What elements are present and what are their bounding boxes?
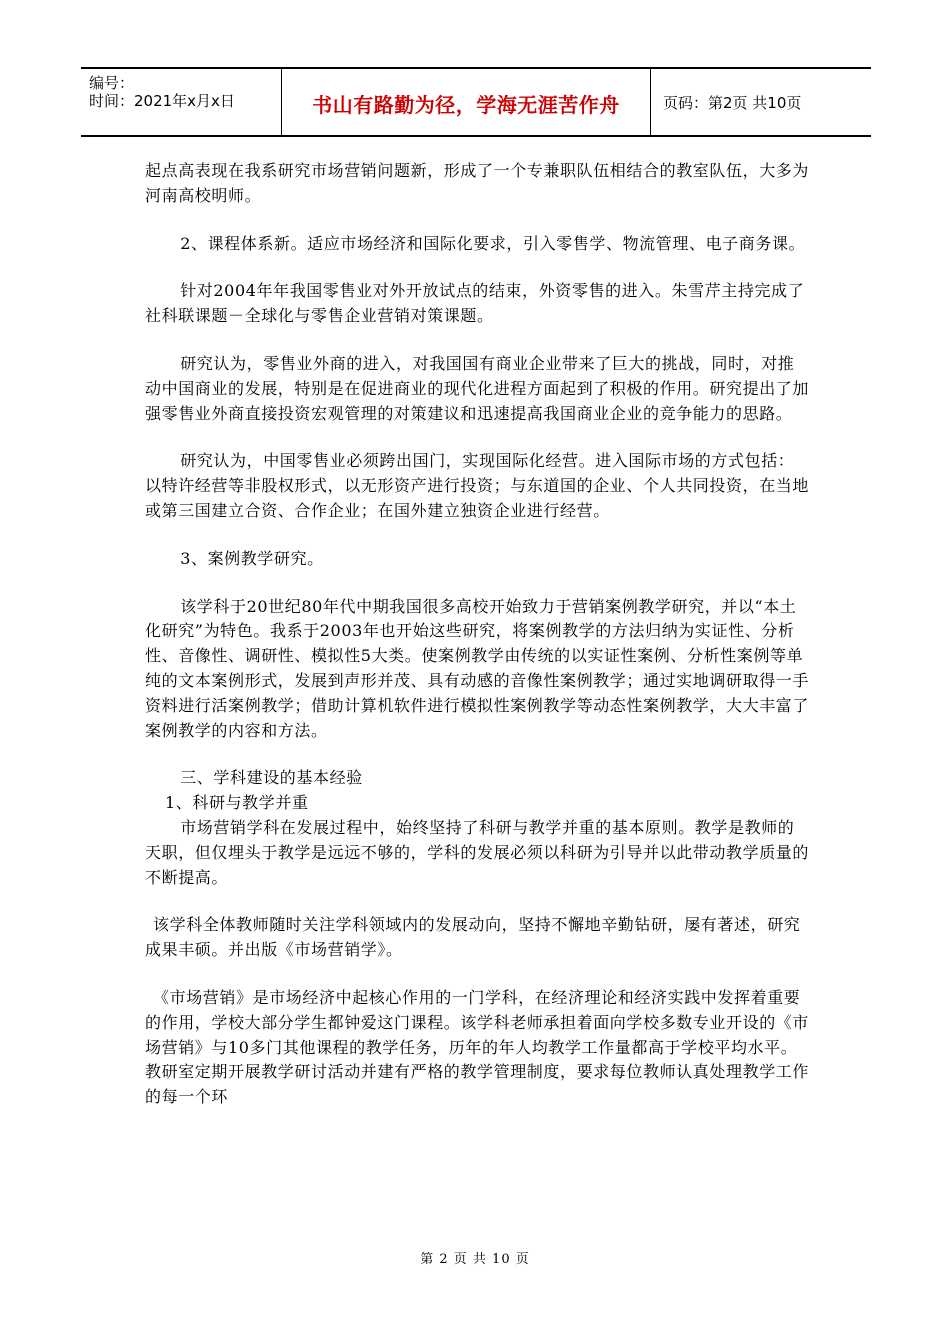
paragraph: 研究认为，中国零售业必须跨出国门，实现国际化经营。进入国际市场的方式包括：以特许经营等非股权形式，以无形资产进行投资；与东道国的企业、个人共同投资，在当地或第三国建立合资、合作企业；在国外建立独资企业进行经营。 — [145, 451, 810, 520]
header-page-label: 页码：第2页 共10页 — [663, 93, 802, 112]
section-heading: 3、案例教学研究。 — [180, 548, 324, 568]
paragraph: 针对2004年年我国零售业对外开放试点的结束，外资零售的进入。朱雪芹主持完成了社科联课题－全球化与零售企业营销对策课题。 — [145, 281, 805, 326]
paragraph: 该学科全体教师随时关注学科领域内的发展动向，坚持不懈地辛勤钻研，屡有著述，研究成果丰硕。并出版《市场营销学》。 — [145, 915, 801, 960]
document-body — [145, 159, 810, 1110]
paragraph: 《市场营销》是市场经济中起核心作用的一门学科，在经济理论和经济实践中发挥着重要的作用，学校大部分学生都钟爱这门课程。该学科老师承担着面向学校多数专业开设的《市场营销》与10多门其他课程的教学任务，历年的年人均教学工作量都高于学校平均水平。教研室定期开展教学研讨活动并建有严格的教学管理制度，要求每位教师认真处理教学工作的每一个环 — [145, 987, 810, 1107]
paragraph: 2、课程体系新。适应市场经济和国际化要求，引入零售学、物流管理、电子商务课。 — [180, 233, 806, 253]
document-header — [81, 67, 871, 137]
section-heading: 三、学科建设的基本经验 — [180, 768, 363, 788]
header-motto-cell — [282, 69, 651, 135]
paragraph: 起点高表现在我系研究市场营销问题新，形成了一个专兼职队伍相结合的教室队伍，大多为河南高校明师。 — [145, 161, 810, 205]
subsection-heading: 1、科研与教学并重 — [165, 793, 309, 813]
header-meta-cell — [81, 69, 282, 135]
page-footer: 第 2 页 共 10 页 — [420, 1252, 530, 1267]
paragraph: 研究认为，零售业外商的进入，对我国国有商业企业带来了巨大的挑战，同时，对推动中国商业的发展，特别是在促进商业的现代化进程方面起到了积极的作用。研究提出了加强零售业外商直接投资宏观管理的对策建议和迅速提高我国商业企业的竞争能力的思路。 — [145, 353, 810, 423]
header-page-cell — [651, 69, 871, 135]
document-time-label: 时间：2021年x月x日 — [89, 92, 235, 110]
header-motto: 书山有路勤为径，学海无涯苦作舟 — [312, 92, 620, 117]
document-number-label: 编号： — [89, 74, 135, 92]
paragraph: 市场营销学科在发展过程中，始终坚持了科研与教学并重的基本原则。教学是教师的天职，但仅埋头于教学是远远不够的，学科的发展必须以科研为引导并以此带动教学质量的不断提高。 — [145, 817, 810, 887]
paragraph: 该学科于20世纪80年代中期我国很多高校开始致力于营销案例教学研究，并以“本土化研究”为特色。我系于2003年也开始这些研究，将案例教学的方法归纳为实证性、分析性、音像性、调研性、模拟性5大类。使案例教学由传统的以实证性案例、分析性案例等单纯的文本案例形式，发展到声形并茂、具有动感的音像性案例教学；通过实地调研取得一手资料进行活案例教学；借助计算机软件进行模拟性案例教学等动态性案例教学，大大丰富了案例教学的内容和方法。 — [145, 596, 810, 740]
